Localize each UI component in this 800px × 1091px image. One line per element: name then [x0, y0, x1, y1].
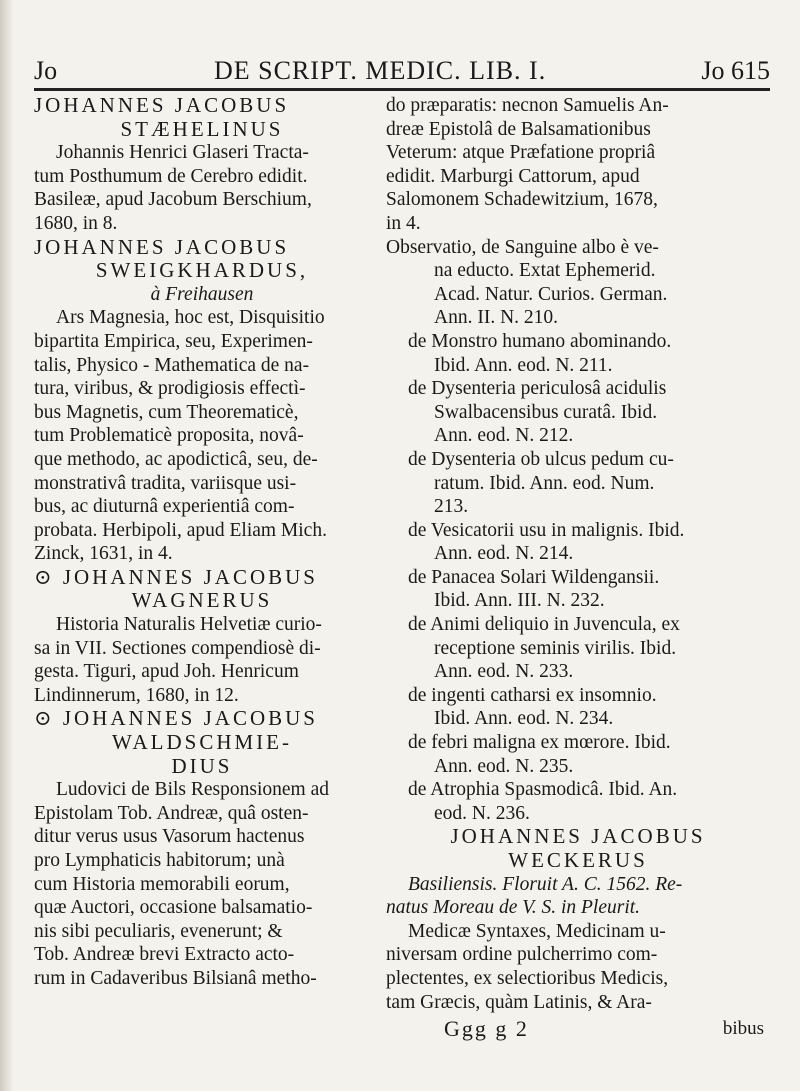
text-line: 1680, in 8.: [34, 212, 118, 234]
catchword: bibus: [722, 1018, 764, 1039]
header-signature-left: Jo: [34, 56, 58, 85]
signature-mark: Ggg g 2: [444, 1016, 529, 1041]
text-line: Ann. eod. N. 212.: [434, 425, 574, 447]
text-line: tum Problematicè proposita, novâ-: [34, 425, 304, 447]
text-line: Tob. Andreæ brevi Extracto acto-: [34, 944, 295, 966]
text-line: de Dysenteria ob ulcus pedum cu-: [408, 448, 674, 470]
text-line: bus, ac diuturnâ experientiâ com-: [34, 496, 295, 518]
author-heading: ⊙ JOHANNES JACOBUS: [34, 707, 318, 731]
author-heading: SWEIGKHARDUS,: [95, 259, 309, 283]
text-line: tam Græcis, quàm Latinis, & Ara-: [386, 991, 652, 1013]
text-line: quæ Auctori, occasione balsamatio-: [34, 897, 313, 919]
text-line: Observatio, de Sanguine albo è ve-: [386, 236, 659, 258]
text-line: 213.: [434, 496, 469, 518]
header-title: DE SCRIPT. MEDIC. LIB. I.: [214, 56, 547, 85]
text-line: Acad. Natur. Curios. German.: [434, 283, 668, 305]
text-line: eod. N. 236.: [434, 802, 530, 824]
text-line: do præparatis: necnon Samuelis An-: [386, 95, 669, 116]
text-line: Ann. eod. N. 214.: [434, 543, 574, 565]
left-column: [34, 94, 370, 991]
text-line: Salomonem Schadewitzium, 1678,: [386, 189, 658, 211]
text-line: de febri maligna ex mœrore. Ibid.: [408, 732, 671, 754]
text-line: gesta. Tiguri, apud Joh. Henricum: [34, 661, 299, 683]
text-line: edidit. Marburgi Cattorum, apud: [386, 165, 640, 187]
text-line: nis sibi peculiaris, evenerunt; &: [34, 920, 283, 942]
running-header: [34, 56, 770, 88]
text-line: in 4.: [386, 212, 421, 234]
text-line: cum Historia memorabili eorum,: [34, 873, 290, 895]
author-heading: JOHANNES JACOBUS: [34, 94, 290, 117]
text-line: Ars Magnesia, hoc est, Disquisitio: [56, 307, 325, 329]
text-line: Lindinnerum, 1680, in 12.: [34, 684, 239, 706]
text-line: ratum. Ibid. Ann. eod. Num.: [434, 472, 655, 494]
text-line: probata. Herbipoli, apud Eliam Mich.: [34, 519, 327, 541]
text-line: sa in VII. Sectiones compendiosè di-: [34, 637, 321, 659]
text-line: tura, viribus, & prodigiosis effectì-: [34, 378, 306, 400]
text-line: natus Moreau de V. S. in Pleurit.: [386, 897, 641, 919]
text-line: Swalbacensibus curatâ. Ibid.: [434, 401, 658, 423]
text-line: Ann. eod. N. 233.: [434, 661, 574, 683]
author-heading: JOHANNES JACOBUS: [34, 235, 290, 259]
header-signature-right: Jo 615: [701, 56, 770, 85]
text-line: de ingenti catharsi ex insomnio.: [408, 684, 657, 706]
text-line: Veterum: atque Præfatione propriâ: [386, 142, 656, 164]
text-line: Johannis Henrici Glaseri Tracta-: [56, 142, 309, 164]
author-heading: STÆHELINUS: [120, 117, 284, 141]
author-heading: JOHANNES JACOBUS: [450, 825, 706, 849]
text-line: Basileæ, apud Jacobum Berschium,: [34, 189, 312, 211]
text-line: bus Magnetis, cum Theorematicè,: [34, 401, 299, 423]
text-line: de Monstro humano abominando.: [408, 330, 672, 352]
text-line: ditur verus usus Vasorum hactenus: [34, 826, 305, 848]
text-line: de Vesicatorii usu in malignis. Ibid.: [408, 519, 685, 541]
text-line: Ibid. Ann. III. N. 232.: [434, 590, 605, 612]
text-line: talis, Physico - Mathematica de na-: [34, 354, 310, 376]
text-line: de Animi deliquio in Juvencula, ex: [408, 614, 680, 636]
text-line: de Dysenteria periculosâ acidulis: [408, 378, 667, 400]
text-line: niversam ordine pulcherrimo com-: [386, 944, 658, 966]
text-line: Medicæ Syntaxes, Medicinam u-: [408, 920, 666, 942]
text-line: monstrativâ tradita, variisque usi-: [34, 472, 297, 494]
author-heading: ⊙ JOHANNES JACOBUS: [34, 565, 318, 589]
text-line: Ibid. Ann. eod. N. 234.: [434, 708, 614, 730]
text-line: plectentes, ex selectioribus Medicis,: [386, 967, 669, 989]
right-column: [386, 94, 770, 1014]
text-line: de Panacea Solari Wildengansii.: [408, 566, 660, 588]
text-line: rum in Cadaveribus Bilsianâ metho-: [34, 967, 317, 989]
author-heading: WALDSCHMIE-: [112, 731, 292, 755]
text-line: de Atrophia Spasmodicâ. Ibid. An.: [408, 779, 678, 801]
text-line: bipartita Empirica, seu, Experimen-: [34, 330, 313, 352]
author-heading: WAGNERUS: [131, 589, 273, 613]
text-line: Basiliensis. Floruit A. C. 1562. Re-: [408, 873, 683, 895]
text-line: Epistolam Tob. Andreæ, quâ osten-: [34, 802, 309, 824]
header-rule: [34, 88, 770, 91]
text-line: na educto. Extat Ephemerid.: [434, 260, 656, 282]
text-line: Ludovici de Bils Responsionem ad: [56, 779, 329, 801]
author-heading: DIUS: [171, 754, 233, 778]
text-line: dreæ Epistolâ de Balsamationibus: [386, 118, 651, 140]
text-line: à Freihausen: [150, 283, 254, 305]
text-line: Ibid. Ann. eod. N. 211.: [434, 354, 613, 376]
text-line: Historia Naturalis Helvetiæ curio-: [56, 614, 322, 636]
text-line: Zinck, 1631, in 4.: [34, 543, 173, 565]
gutter-shadow: [0, 0, 14, 1091]
text-line: pro Lymphaticis habitorum; unà: [34, 850, 285, 871]
author-heading: WECKERUS: [508, 849, 648, 872]
text-line: Ann. eod. N. 235.: [434, 755, 574, 777]
text-line: que methodo, ac apodicticâ, seu, de-: [34, 448, 318, 470]
text-line: receptione seminis virilis. Ibid.: [434, 637, 677, 659]
text-line: Ann. II. N. 210.: [434, 307, 559, 329]
text-line: tum Posthumum de Cerebro edidit.: [34, 165, 308, 187]
